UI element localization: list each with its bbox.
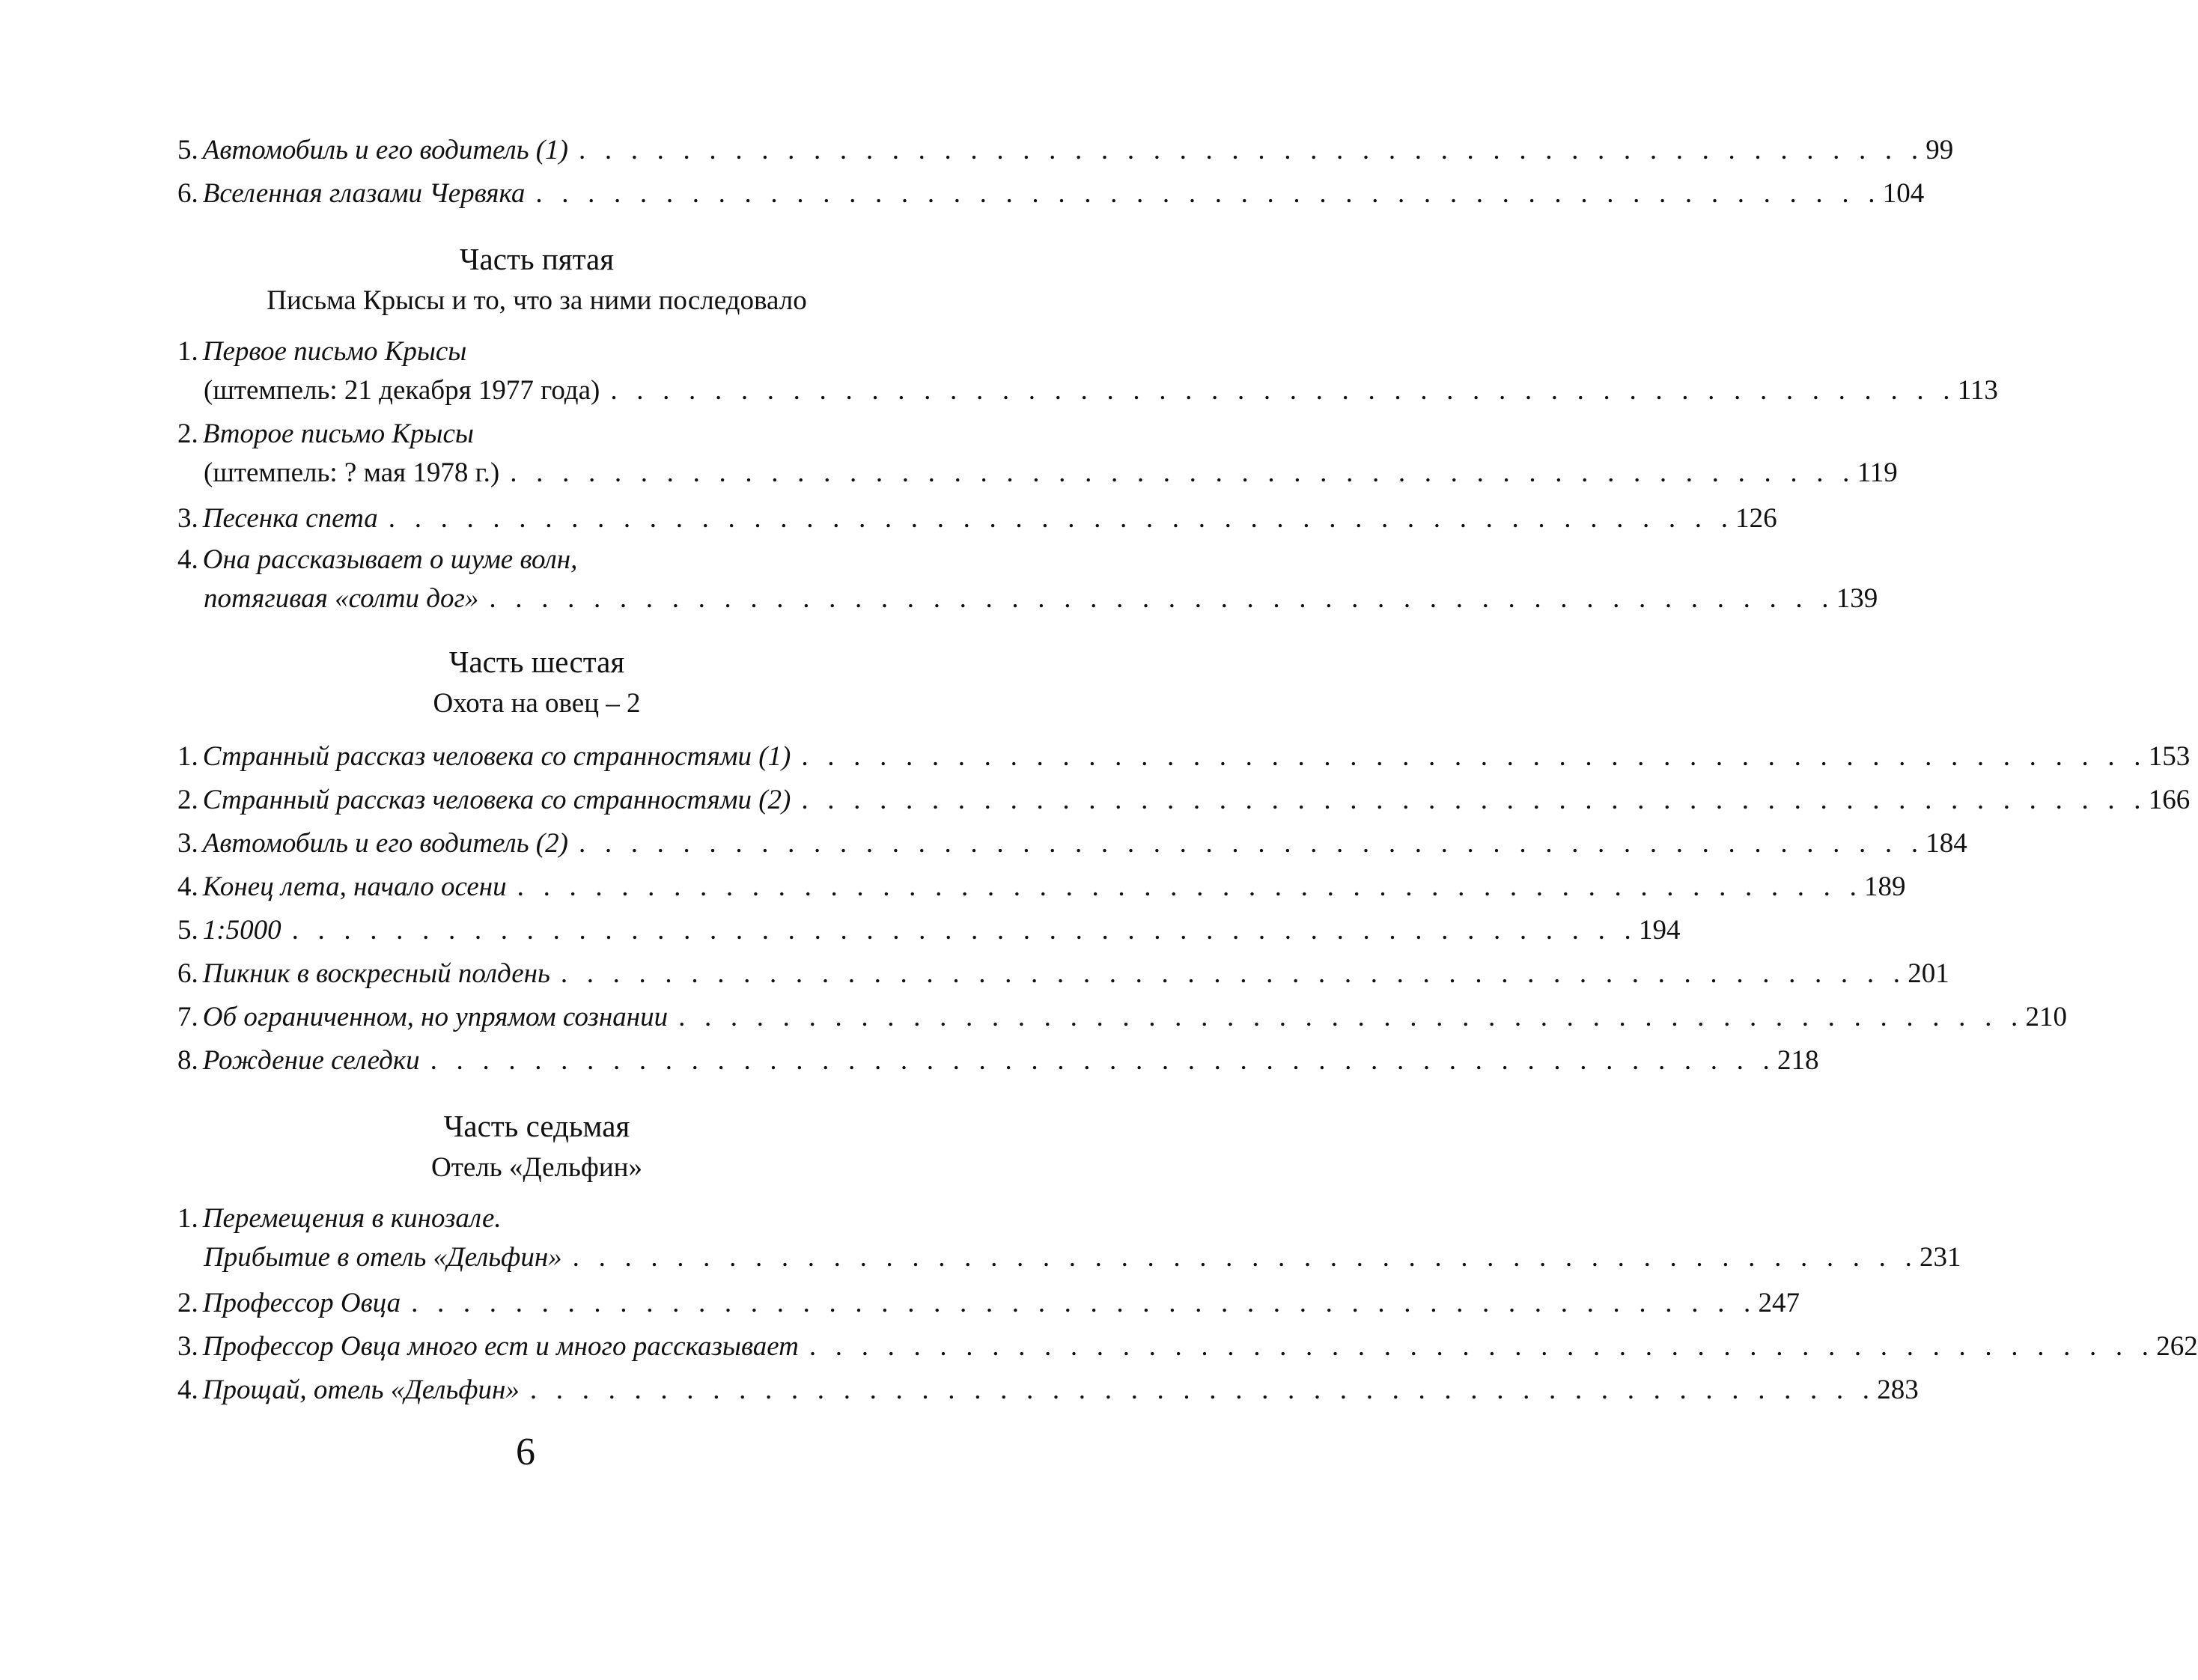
toc-entry	[177, 822, 1967, 865]
entry-title: Песенка спета	[202, 503, 378, 534]
entry-title: Конец лета, начало осени	[202, 871, 507, 902]
part-subtitle: Охота на овец – 2	[433, 688, 641, 719]
part-subtitle: Отель «Дельфин»	[431, 1152, 642, 1183]
entry-title: Первое письмо Крысы	[202, 336, 467, 367]
toc-entry	[177, 541, 1878, 618]
entry-page: 218	[1777, 1045, 1819, 1076]
entry-title: Перемещения в кинозале.	[202, 1203, 502, 1234]
entry-number: 2.	[177, 785, 198, 815]
toc-entry	[177, 735, 2191, 779]
dot-leader: . . . . . . . . . . . . . . . . . . . . . . . . . . . . . . . . . . . . . . . . . . . . . . . . . . . .	[529, 1375, 1876, 1405]
entry-page: 247	[1758, 1288, 1800, 1318]
entry-title: Профессор Овца	[202, 1288, 401, 1318]
entry-number: 5.	[177, 135, 198, 165]
entry-title: Рождение селедки	[202, 1045, 420, 1076]
part-subtitle: Письма Крысы и то, что за ними последовало	[267, 285, 807, 316]
dot-leader: . . . . . . . . . . . . . . . . . . . . . . . . . . . . . . . . . . . . . . . . . . . . . . . . . . . .	[809, 1331, 2155, 1362]
toc-entry	[177, 415, 1898, 493]
toc-entry	[177, 497, 1777, 541]
entry-page: 210	[2025, 1002, 2067, 1032]
entry-title: Странный рассказ человека со странностями (2)	[202, 785, 791, 815]
entry-page: 119	[1857, 457, 1898, 488]
entry-page: 194	[1638, 915, 1681, 946]
entry-title: Об ограниченном, но упрямом сознании	[202, 1002, 669, 1032]
dot-leader: . . . . . . . . . . . . . . . . . . . . . . . . . . . . . . . . . . . . . . . . . . . . . . . . . . . .	[510, 457, 1856, 488]
toc-entry	[177, 1039, 1819, 1083]
entry-title: Странный рассказ человека со странностями (1)	[202, 741, 791, 772]
part-heading	[177, 641, 896, 725]
entry-page: 262	[2156, 1331, 2198, 1362]
entry-title: Автомобиль и его водитель (2)	[202, 828, 568, 859]
entry-number: 6.	[177, 178, 198, 209]
toc-entry	[177, 129, 1954, 172]
entry-page: 153	[2148, 741, 2191, 772]
entry-number: 6.	[177, 958, 198, 989]
dot-leader: . . . . . . . . . . . . . . . . . . . . . . . . . . . . . . . . . . . . . . . . . . . . . . . . . . . .	[517, 871, 1863, 902]
dot-leader: . . . . . . . . . . . . . . . . . . . . . . . . . . . . . . . . . . . . . . . . . . . . . . . . . . . .	[610, 375, 1956, 406]
dot-leader: . . . . . . . . . . . . . . . . . . . . . . . . . . . . . . . . . . . . . . . . . . . . . . . . . . . .	[578, 828, 1925, 859]
entry-number: 1.	[177, 1203, 198, 1234]
toc-entry	[177, 779, 2191, 822]
entry-title: Прощай, отель «Дельфин»	[202, 1375, 520, 1405]
toc-entry	[177, 332, 1998, 410]
entry-page: 99	[1925, 135, 1954, 165]
entry-page: 126	[1735, 503, 1777, 534]
dot-leader: . . . . . . . . . . . . . . . . . . . . . . . . . . . . . . . . . . . . . . . . . . . . . . . . . . . .	[411, 1288, 1757, 1318]
entry-number: 7.	[177, 1002, 198, 1032]
dot-leader: . . . . . . . . . . . . . . . . . . . . . . . . . . . . . . . . . . . . . . . . . . . . . . . . . . . .	[678, 1002, 2024, 1032]
entry-title: Автомобиль и его водитель (1)	[202, 135, 568, 165]
entry-number: 1.	[177, 741, 198, 772]
entry-number: 2.	[177, 419, 198, 449]
entry-number: 2.	[177, 1288, 198, 1318]
table-of-contents	[177, 129, 2198, 1412]
entry-title-continued: потягивая «солти дог»	[204, 583, 479, 614]
toc-entry	[177, 1282, 1800, 1325]
entry-number: 3.	[177, 1331, 198, 1362]
entry-number: 4.	[177, 1375, 198, 1405]
dot-leader: . . . . . . . . . . . . . . . . . . . . . . . . . . . . . . . . . . . . . . . . . . . . . . . . . . . .	[535, 178, 1881, 209]
entry-title: 1:5000	[202, 915, 281, 946]
entry-number: 4.	[177, 871, 198, 902]
dot-leader: . . . . . . . . . . . . . . . . . . . . . . . . . . . . . . . . . . . . . . . . . . . . . . . . . . . .	[801, 741, 2147, 772]
entry-note: (штемпель: ? мая 1978 г.)	[204, 457, 500, 488]
entry-number: 5.	[177, 915, 198, 946]
toc-entry	[177, 952, 1949, 996]
dot-leader: . . . . . . . . . . . . . . . . . . . . . . . . . . . . . . . . . . . . . . . . . . . . . . . . . . . .	[388, 503, 1735, 534]
entry-title-continued: Прибытие в отель «Дельфин»	[204, 1242, 562, 1273]
dot-leader: . . . . . . . . . . . . . . . . . . . . . . . . . . . . . . . . . . . . . . . . . . . . . . . . . . . .	[489, 583, 1835, 614]
entry-page: 283	[1877, 1375, 1919, 1405]
entry-title: Вселенная глазами Червяка	[202, 178, 526, 209]
dot-leader: . . . . . . . . . . . . . . . . . . . . . . . . . . . . . . . . . . . . . . . . . . . . . . . . . . . .	[291, 915, 1637, 946]
entry-title: Пикник в воскресный полдень	[202, 958, 550, 989]
entry-page: 139	[1836, 583, 1878, 614]
toc-entry	[177, 1199, 1961, 1277]
entry-page: 231	[1920, 1242, 1961, 1273]
entry-number: 3.	[177, 503, 198, 534]
dot-leader: . . . . . . . . . . . . . . . . . . . . . . . . . . . . . . . . . . . . . . . . . . . . . . . . . . . .	[578, 135, 1925, 165]
part-title: Часть пятая	[459, 242, 615, 276]
entry-page: 166	[2148, 785, 2191, 815]
toc-entry	[177, 172, 1925, 216]
entry-number: 1.	[177, 336, 198, 367]
entry-title: Она рассказывает о шуме волн,	[202, 544, 578, 575]
toc-entry	[177, 1369, 1919, 1412]
toc-entry	[177, 996, 2067, 1039]
entry-page: 189	[1864, 871, 1906, 902]
page-number: 6	[516, 1431, 535, 1473]
entry-number: 3.	[177, 828, 198, 859]
dot-leader: . . . . . . . . . . . . . . . . . . . . . . . . . . . . . . . . . . . . . . . . . . . . . . . . . . . .	[572, 1242, 1919, 1273]
part-title: Часть шестая	[448, 645, 625, 679]
entry-title: Профессор Овца много ест и много рассказывает	[202, 1331, 799, 1362]
part-heading	[177, 238, 896, 322]
part-heading	[177, 1105, 896, 1189]
part-title: Часть седьмая	[443, 1109, 630, 1143]
entry-page: 104	[1882, 178, 1925, 209]
dot-leader: . . . . . . . . . . . . . . . . . . . . . . . . . . . . . . . . . . . . . . . . . . . . . . . . . . . .	[560, 958, 1907, 989]
dot-leader: . . . . . . . . . . . . . . . . . . . . . . . . . . . . . . . . . . . . . . . . . . . . . . . . . . . .	[801, 785, 2147, 815]
dot-leader: . . . . . . . . . . . . . . . . . . . . . . . . . . . . . . . . . . . . . . . . . . . . . . . . . . . .	[430, 1045, 1777, 1076]
entry-page: 201	[1908, 958, 1949, 989]
entry-page: 113	[1957, 375, 1998, 406]
entry-number: 8.	[177, 1045, 198, 1076]
entry-title: Второе письмо Крысы	[202, 419, 474, 449]
toc-entry	[177, 1325, 2198, 1369]
entry-page: 184	[1925, 828, 1967, 859]
toc-entry	[177, 865, 1906, 909]
toc-entry	[177, 909, 1681, 952]
entry-number: 4.	[177, 544, 198, 575]
entry-note: (штемпель: 21 декабря 1977 года)	[204, 375, 600, 406]
